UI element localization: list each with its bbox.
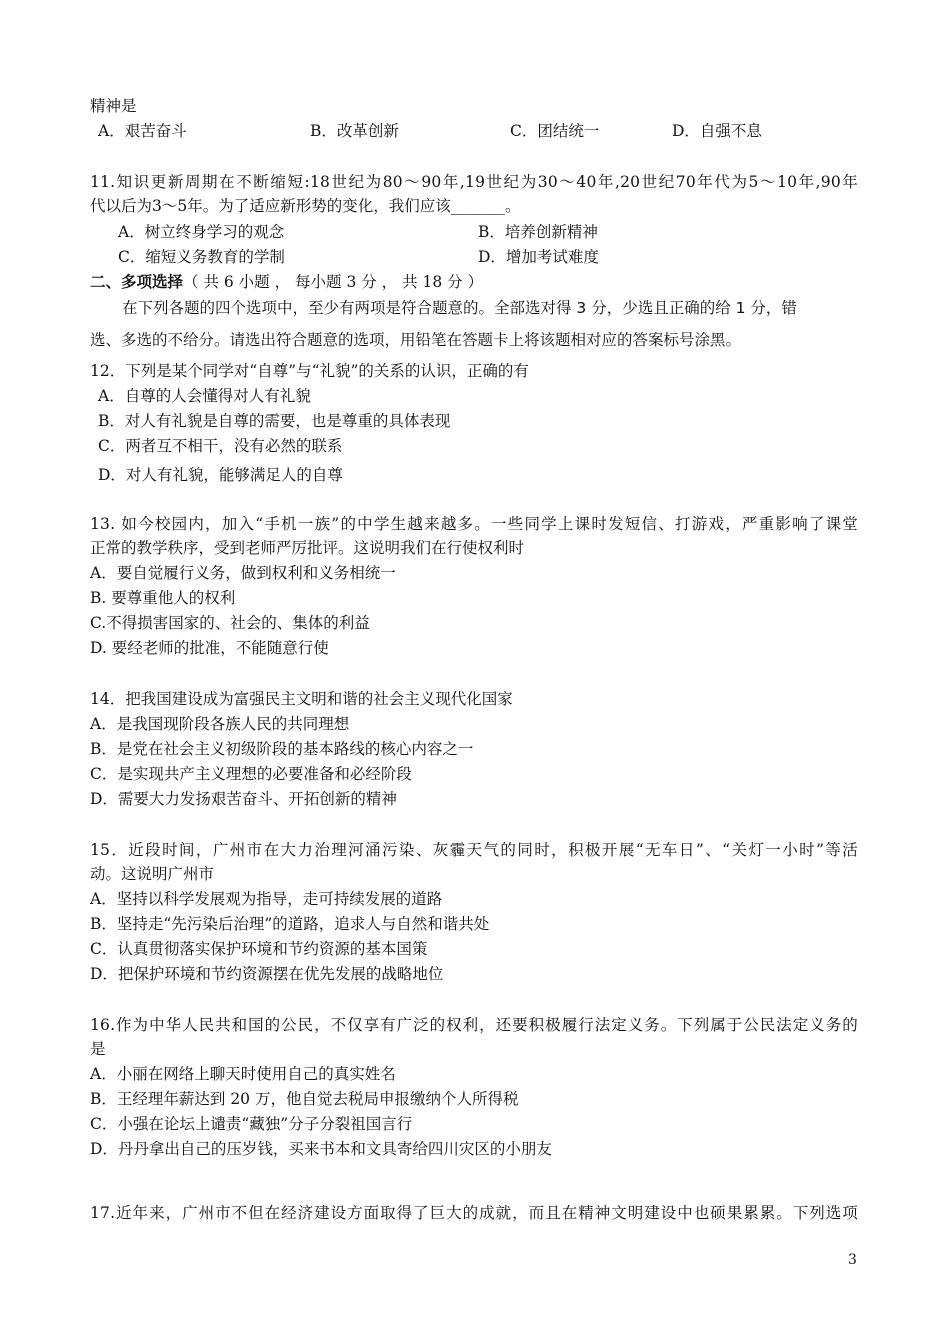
section2-instruction-line1: 在下列各题的四个选项中，至少有两项是符合题意的。全部选对得 3 分，少选且正确的给 1 分，错 xyxy=(122,299,797,317)
q10-option-c: C．团结统一 xyxy=(510,122,600,140)
q15-option-d: D．把保护环境和节约资源摆在优先发展的战略地位 xyxy=(90,965,444,983)
q13-option-b: B. 要尊重他人的权利 xyxy=(90,589,236,607)
q11-option-a: A．树立终身学习的观念 xyxy=(118,223,285,241)
q13-stem-line1: 13. 如今校园内，加入“手机一族”的中学生越来越多。一些同学上课时发短信、打游戏，严重影响了课堂 xyxy=(90,515,858,533)
q10-stem-tail: 精神是 xyxy=(90,97,137,115)
q10-option-b: B．改革创新 xyxy=(310,122,399,140)
q11-option-d: D．增加考试难度 xyxy=(478,248,599,266)
q16-option-c: C．小强在论坛上谴责“藏独”分子分裂祖国言行 xyxy=(90,1115,413,1133)
q10-option-d: D．自强不息 xyxy=(672,122,762,140)
q13-option-a: A．要自觉履行义务，做到权利和义务相统一 xyxy=(90,564,396,582)
q11-option-c: C．缩短义务教育的学制 xyxy=(118,248,285,266)
q12-option-c: C．两者互不相干，没有必然的联系 xyxy=(98,437,343,455)
page-number: 3 xyxy=(848,1252,857,1268)
q15-stem-line2: 动。这说明广州市 xyxy=(90,865,215,883)
q16-stem-line2: 是 xyxy=(90,1040,106,1058)
q14-option-d: D．需要大力发扬艰苦奋斗、开拓创新的精神 xyxy=(90,790,397,808)
q12-stem: 12．下列是某个同学对“自尊”与“礼貌”的关系的认识，正确的有 xyxy=(90,362,529,380)
q13-option-c: C.不得损害国家的、社会的、集体的利益 xyxy=(90,614,370,632)
section2-header xyxy=(90,272,483,292)
q15-option-b: B．坚持走“先污染后治理”的道路，追求人与自然和谐共处 xyxy=(90,915,490,933)
q15-option-c: C．认真贯彻落实保护环境和节约资源的基本国策 xyxy=(90,940,428,958)
q17-stem-line1: 17.近年来，广州市不但在经济建设方面取得了巨大的成就，而且在精神文明建设中也硕果累累。下列选项 xyxy=(90,1204,858,1222)
q14-option-a: A．是我国现阶段各族人民的共同理想 xyxy=(90,715,350,733)
q12-option-a: A．自尊的人会懂得对人有礼貌 xyxy=(98,387,311,405)
q12-option-b: B．对人有礼貌是自尊的需要，也是尊重的具体表现 xyxy=(98,412,451,430)
q14-stem: 14．把我国建设成为富强民主文明和谐的社会主义现代化国家 xyxy=(90,690,513,708)
q16-option-b: B．王经理年薪达到 20 万，他自觉去税局申报缴纳个人所得税 xyxy=(90,1090,519,1108)
q12-option-d: D．对人有礼貌，能够满足人的自尊 xyxy=(98,466,343,484)
q16-option-d: D．丹丹拿出自己的压岁钱，买来书本和文具寄给四川灾区的小朋友 xyxy=(90,1140,552,1158)
q14-option-c: C．是实现共产主义理想的必要准备和必经阶段 xyxy=(90,765,412,783)
q10-option-a: A．艰苦奋斗 xyxy=(98,122,187,140)
q16-stem-line1: 16.作为中华人民共和国的公民，不仅享有广泛的权利，还要积极履行法定义务。下列属于公民法定义务的 xyxy=(90,1016,858,1034)
q13-stem-line2: 正常的教学秩序，受到老师严厉批评。这说明我们在行使权利时 xyxy=(90,539,525,557)
q11-stem-line1: 11.知识更新周期在不断缩短:18世纪为80～90年,19世纪为30～40年,20世纪70年代为5～10年,90年 xyxy=(90,173,858,191)
q11-stem-line2: 代以后为3～5年。为了适应新形势的变化，我们应该_______。 xyxy=(90,197,521,215)
section2-instruction-line2: 选、多选的不给分。请选出符合题意的选项，用铅笔在答题卡上将该题相对应的答案标号涂黑。 xyxy=(90,331,742,349)
q15-option-a: A．坚持以科学发展观为指导，走可持续发展的道路 xyxy=(90,890,443,908)
q15-stem-line1: 15．近段时间，广州市在大力治理河涌污染、灰霾天气的同时，积极开展“无车日”、“关灯一小时”等活 xyxy=(90,841,858,859)
section2-meta: （ 共 6 小题 ， 每小题 3 分 ， 共 18 分 ） xyxy=(183,273,484,291)
section2-heading: 二、多项选择 xyxy=(90,273,184,291)
q14-option-b: B．是党在社会主义初级阶段的基本路线的核心内容之一 xyxy=(90,740,474,758)
q11-option-b: B．培养创新精神 xyxy=(478,223,598,241)
q16-option-a: A．小丽在网络上聊天时使用自己的真实姓名 xyxy=(90,1065,396,1083)
q13-option-d: D. 要经老师的批准，不能随意行使 xyxy=(90,639,329,657)
